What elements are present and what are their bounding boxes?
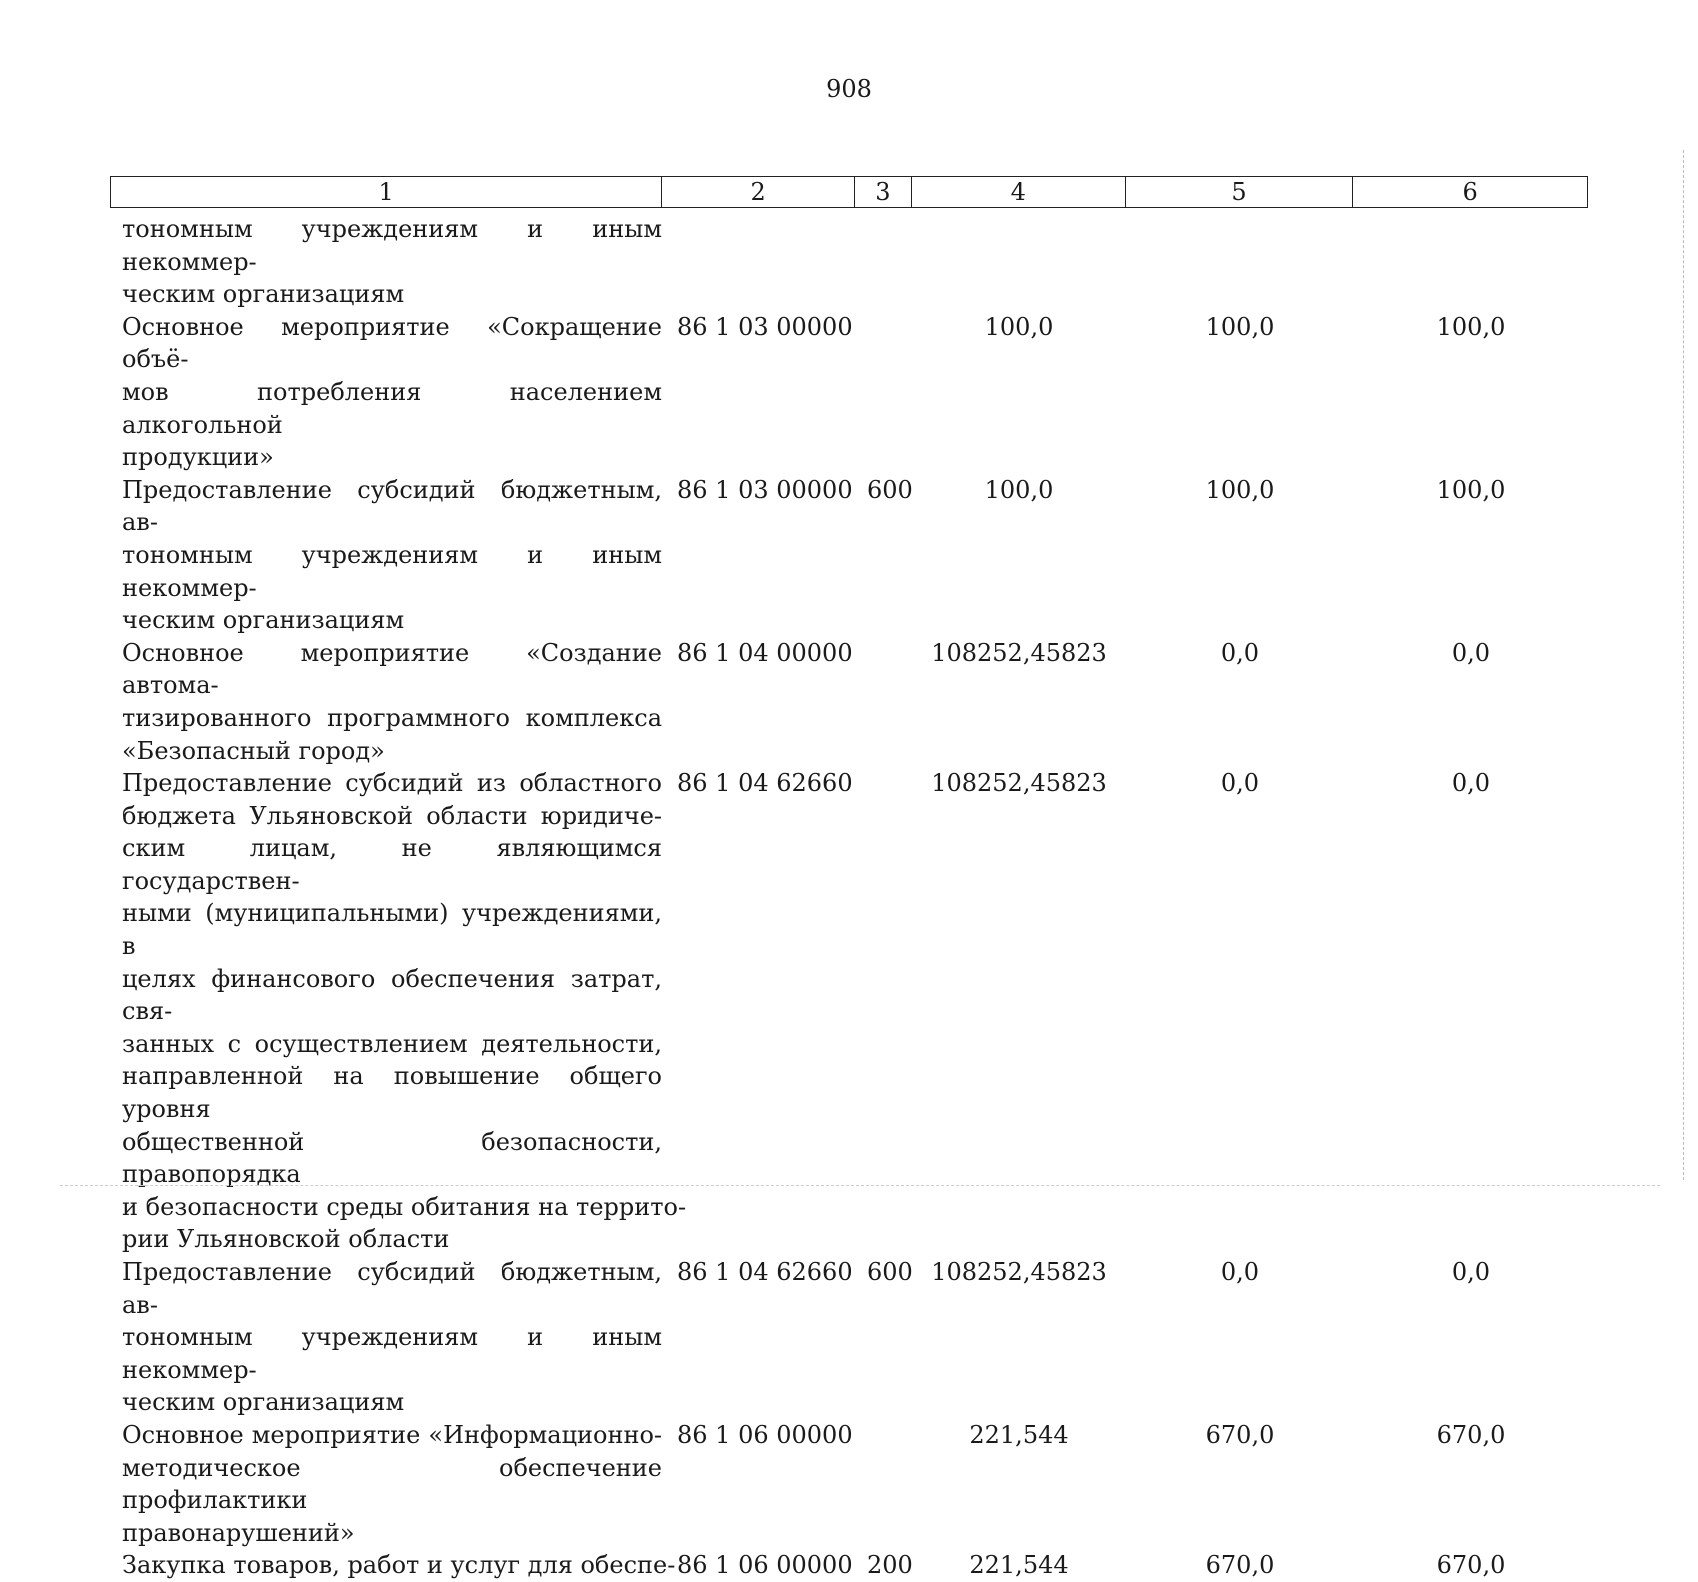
- row-value-5: 100,0: [1205, 312, 1275, 341]
- row-value-4: 108252,45823: [931, 769, 1107, 798]
- scan-edge-right: [1683, 150, 1684, 1180]
- row-code: [662, 213, 855, 311]
- row-code: 86 1 04 62660: [677, 769, 853, 798]
- column-header-3: 3: [855, 177, 912, 207]
- table-row: [110, 1419, 1588, 1549]
- row-expense-type: 600: [867, 475, 913, 504]
- table-row: [110, 1256, 1588, 1419]
- description-line: ским лицам, не являющимся государствен-: [122, 834, 662, 895]
- row-value-5: 670,0: [1205, 1420, 1275, 1449]
- description-line: занных с осуществлением деятельности,: [122, 1029, 662, 1058]
- row-expense-type: 600: [867, 1258, 913, 1286]
- description-line: Предоставление субсидий из областного: [122, 769, 662, 798]
- column-header-5: 5: [1126, 177, 1354, 207]
- row-value-6: [1354, 213, 1588, 311]
- description-line: тизированного программного комплекса: [122, 703, 662, 732]
- description-line: мов потребления населением алкогольной: [122, 377, 662, 439]
- description-line: Предоставление субсидий бюджетным, ав-: [122, 475, 662, 537]
- row-value-4: 100,0: [984, 475, 1054, 504]
- column-header-4: 4: [912, 177, 1126, 207]
- description-line: Основное мероприятие «Создание автома-: [122, 638, 662, 700]
- row-value-6: 100,0: [1436, 475, 1506, 504]
- table-row: [110, 637, 1588, 767]
- row-description: [110, 311, 662, 474]
- row-description: [110, 1419, 662, 1549]
- column-header-6: 6: [1462, 178, 1478, 206]
- row-code: 86 1 06 00000: [677, 1551, 853, 1580]
- row-value-6: 0,0: [1451, 1258, 1491, 1286]
- row-value-5: 0,0: [1220, 638, 1260, 667]
- row-code: 86 1 04 62660: [677, 1258, 853, 1286]
- row-value-6: 670,0: [1436, 1551, 1506, 1580]
- row-expense-type: 200: [867, 1551, 913, 1580]
- description-line: тономным учреждениям и иным некоммер-: [122, 540, 662, 602]
- row-description: [110, 767, 687, 1256]
- row-expense-type: [855, 637, 912, 767]
- page-number: 908: [826, 75, 872, 103]
- description-line: Закупка товаров, работ и услуг для обеспе-: [122, 1551, 676, 1580]
- table-row: [110, 767, 1588, 1256]
- description-line: Предоставление субсидий бюджетным, ав-: [122, 1258, 662, 1319]
- row-code: 86 1 06 00000: [677, 1420, 853, 1449]
- description-line: «Безопасный город»: [122, 736, 385, 765]
- row-value-5: [1126, 213, 1354, 311]
- description-line: тономным учреждениям и иным некоммер-: [122, 1323, 662, 1384]
- row-value-5: 670,0: [1205, 1551, 1275, 1580]
- row-description: [110, 1256, 662, 1419]
- scan-edge-bottom: [60, 1185, 1660, 1186]
- table-row: [110, 213, 1588, 311]
- row-value-4: 221,544: [969, 1551, 1069, 1580]
- row-description: [110, 637, 662, 767]
- row-value-6: 0,0: [1451, 769, 1491, 798]
- column-header-1: 1: [111, 177, 662, 207]
- description-line: ными (муниципальными) учреждениями, в: [122, 899, 662, 961]
- description-line: ческим организациям: [122, 606, 405, 635]
- row-value-4: 108252,45823: [931, 1258, 1107, 1286]
- description-line: рии Ульяновской области: [122, 1225, 450, 1254]
- row-description: [110, 1549, 676, 1582]
- description-line: методическое обеспечение профилактики: [122, 1453, 662, 1515]
- row-value-5: 100,0: [1205, 475, 1275, 504]
- row-value-6: 0,0: [1451, 638, 1491, 667]
- table-body: [110, 213, 1588, 1582]
- row-value-4: [912, 213, 1126, 311]
- row-code: 86 1 03 00000: [677, 312, 853, 341]
- description-line: тономным учреждениям и иным некоммер-: [122, 215, 662, 276]
- row-expense-type: [855, 1419, 912, 1549]
- description-line: Основное мероприятие «Сокращение объё-: [122, 312, 662, 374]
- description-line: правонарушений»: [122, 1518, 355, 1547]
- table-row: [110, 1549, 1588, 1582]
- row-value-6: 670,0: [1436, 1420, 1506, 1449]
- row-value-4: 108252,45823: [931, 638, 1107, 667]
- description-line: и безопасности среды обитания на террито-: [122, 1192, 687, 1221]
- row-expense-type: [855, 311, 912, 474]
- table-row: [110, 311, 1588, 474]
- description-line: целях финансового обеспечения затрат, свя-: [122, 964, 662, 1026]
- description-line: ческим организациям: [122, 280, 405, 309]
- row-value-4: 100,0: [984, 312, 1054, 341]
- row-code: 86 1 04 00000: [677, 638, 853, 667]
- row-description: [110, 474, 662, 637]
- table-header: [110, 176, 1588, 208]
- row-value-5: 0,0: [1220, 769, 1260, 798]
- column-header-2: 2: [662, 177, 855, 207]
- description-line: Основное мероприятие «Информационно-: [122, 1420, 662, 1449]
- description-line: направленной на повышение общего уровня: [122, 1062, 662, 1124]
- row-value-4: 221,544: [969, 1420, 1069, 1449]
- row-expense-type: [855, 213, 912, 311]
- row-expense-type: [855, 767, 912, 1256]
- row-description: [110, 213, 662, 311]
- description-line: бюджета Ульяновской области юридиче-: [122, 801, 662, 830]
- row-code: 86 1 03 00000: [677, 475, 853, 504]
- description-line: ческим организациям: [122, 1388, 405, 1417]
- description-line: общественной безопасности, правопорядка: [122, 1127, 662, 1189]
- row-value-6: 100,0: [1436, 312, 1506, 341]
- table-row: [110, 474, 1588, 637]
- row-value-5: 0,0: [1220, 1258, 1260, 1286]
- description-line: продукции»: [122, 443, 274, 472]
